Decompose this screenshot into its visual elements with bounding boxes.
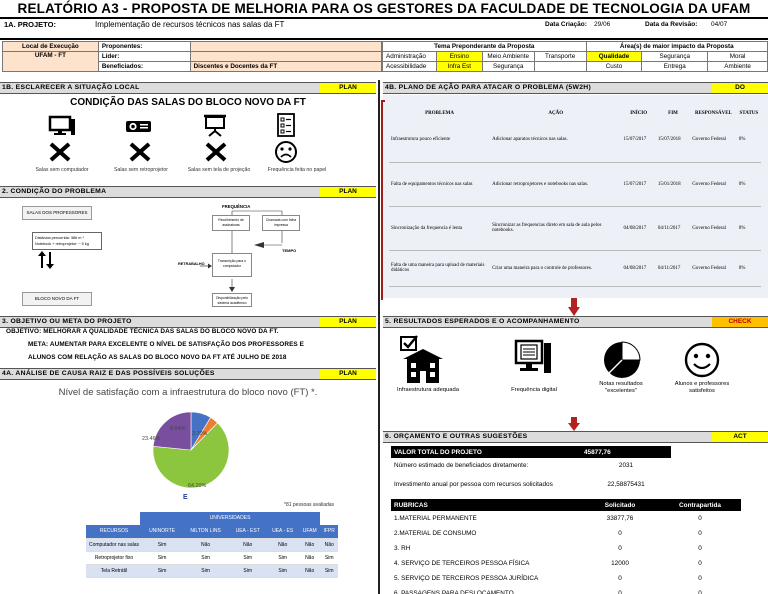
table-cell: 04/08/2017 — [621, 250, 655, 286]
table-cell: Adicionar aparatos técnicos nas salas. — [490, 118, 621, 162]
distance-text: Distância percorrida: 386 m * — [35, 236, 84, 240]
table-row — [391, 526, 741, 541]
themes-header: Tema Preponderante da Proposta — [383, 42, 587, 52]
down-arrow-icon — [568, 417, 580, 431]
table-cell: Sim — [229, 551, 266, 564]
col-solicitado: Solicitado — [604, 501, 636, 509]
table-cell: Tela Retrátil — [86, 564, 142, 577]
flow-publish-box: Disponibilização pelo sistema acadêmico — [212, 293, 252, 307]
table-cell: Não — [266, 538, 299, 551]
table-cell: 15/07/2017 — [621, 162, 655, 206]
beneficiados-value: Discentes e Docentes da FT — [190, 62, 381, 72]
table-row — [389, 250, 761, 286]
pie-legend-mark: E — [183, 494, 188, 501]
label-no-screen: Salas sem tela de projeção — [187, 167, 251, 173]
table-row — [389, 118, 761, 162]
impact-header: Área(s) de maior impacto da Proposta — [586, 42, 767, 52]
table-cell: 33877,76 — [606, 515, 634, 522]
section-5-title: 5. RESULTADOS ESPERADOS E O ACOMPANHAMENTO — [385, 318, 580, 325]
computer-icon — [48, 115, 76, 137]
action-plan-header — [389, 109, 761, 118]
x-cross-icon — [204, 141, 228, 163]
revision-date-label: Data da Revisão: — [645, 21, 698, 28]
section-4a-header — [0, 368, 376, 380]
table-cell: 0% — [737, 250, 761, 286]
universities-table-header — [86, 525, 338, 538]
section-3-tag: PLAN — [320, 317, 376, 327]
col-recursos: RECURSOS — [86, 525, 142, 538]
weight-text: Notebook + retroprojetor: ~ 5 kg — [35, 242, 89, 246]
proponentes-label: Proponentes: — [98, 42, 190, 52]
table-cell: Falta de equipamentos técnicos nas salas — [389, 162, 490, 206]
table-row — [391, 511, 741, 526]
pie-results-icon — [601, 339, 643, 381]
impact-moral: Moral — [708, 52, 768, 62]
table-cell: 0 — [618, 530, 622, 537]
total-label: VALOR TOTAL DO PROJETO — [394, 448, 482, 456]
table-cell: Sim — [266, 564, 299, 577]
section-6-tag: ACT — [712, 432, 768, 442]
section-2-title: 2. CONDIÇÃO DO PROBLEMA — [2, 188, 107, 195]
table-cell: Sincronizar as frequencias direto em sala de aula pelos notebooks. — [490, 206, 621, 250]
checklist-icon — [276, 112, 296, 138]
table-cell: Sim — [142, 564, 182, 577]
budget-summary-table — [391, 446, 671, 495]
table-cell: Sim — [320, 551, 338, 564]
goal-line-2: ALUNOS COM RELAÇÃO AS SALAS DO BLOCO NOVO DA FT ATÉ JULHO DE 2018 — [28, 354, 287, 361]
col-contrapartida: Contrapartida — [679, 501, 721, 509]
table-cell: Sincronização da frequencia é lenta — [389, 206, 490, 250]
section-2-body — [0, 199, 376, 311]
section-4b-tag: DO — [712, 83, 768, 93]
section-4a-body — [0, 381, 376, 594]
pie-label-2: 64.20% — [188, 483, 207, 489]
table-cell: 3. RH — [394, 545, 411, 552]
table-cell: Governo Federal — [690, 206, 737, 250]
flow-title: FREQUÊNCIA — [222, 204, 251, 209]
result-label-grades: Notas resultados "excelentes" — [599, 381, 643, 394]
section-5-body — [383, 329, 768, 417]
satisfaction-pie-chart — [148, 407, 234, 493]
table-cell: 6. PASSAGENS PARA DESLOCAMENTO — [394, 590, 514, 594]
distance-box — [32, 232, 102, 250]
section-4b-title: 4B. PLANO DE AÇÃO PARA ATACAR O PROBLEMA (5W2H) — [385, 84, 592, 91]
budget-header — [391, 499, 741, 511]
col-fim: FIM — [668, 111, 678, 116]
table-cell: 0 — [698, 515, 702, 522]
table-cell: Governo Federal — [690, 118, 737, 162]
table-cell: 1.MATERIAL PERMANENTE — [394, 515, 477, 522]
table-cell: 0 — [698, 575, 702, 582]
up-down-arrows-icon — [38, 251, 54, 269]
universities-header: UNIVERSIDADES — [140, 512, 320, 525]
left-bracket-decor — [379, 100, 385, 300]
table-cell: Criar uma maneira para o controle de professores. — [490, 250, 621, 286]
theme-acessibilidade: Acessibilidade — [383, 62, 437, 72]
arrow-right-icon — [200, 263, 212, 269]
section-1b-body — [0, 95, 376, 181]
section-1b-title: 1B. ESCLARECER A SITUAÇÃO LOCAL — [2, 84, 140, 91]
project-band — [0, 17, 768, 40]
table-cell: Sim — [182, 564, 229, 577]
report-title: RELATÓRIO A3 - PROPOSTA DE MELHORIA PARA OS GESTORES DA FACULDADE DE TECNOLOGIA DA UFAM — [17, 1, 751, 16]
table-cell: 15/01/2018 — [656, 162, 690, 206]
total-value: 45877,76 — [584, 448, 611, 456]
school-building-icon — [399, 335, 447, 387]
table-cell: 15/07/2017 — [621, 118, 655, 162]
table-cell: 0 — [698, 590, 702, 594]
table-cell: Governo Federal — [690, 250, 737, 286]
theme-meio-ambiente: Meio Ambiente — [482, 52, 534, 62]
table-row — [389, 206, 761, 250]
col-status: STATUS — [739, 111, 759, 116]
impact-ambiente: Ambiente — [708, 62, 768, 72]
evaluation-note: *81 pessoas avaliadas — [284, 502, 335, 508]
table-cell: Não — [229, 538, 266, 551]
table-cell: 0 — [698, 530, 702, 537]
table-row — [391, 556, 741, 571]
sad-face-icon — [274, 140, 298, 164]
section-4a-tag: PLAN — [320, 369, 376, 379]
table-cell: 0% — [737, 206, 761, 250]
investment-value: 22,58875431 — [607, 480, 645, 488]
section-1b-header — [0, 82, 376, 94]
impact-entrega: Entrega — [642, 62, 708, 72]
table-cell: 04/08/2017 — [621, 206, 655, 250]
pie-label-0: 8.64% — [170, 426, 186, 432]
pie-label-1: 3.70% — [192, 431, 208, 437]
col-nilton-lins: NILTON LINS — [182, 525, 229, 538]
action-plan-panel — [383, 95, 768, 298]
table-cell: Sim — [142, 551, 182, 564]
table-cell: 5. SERVIÇO DE TERCEIROS PESSOA JURÍDICA — [394, 575, 539, 582]
table-row — [389, 162, 761, 206]
budget-items-table — [391, 499, 741, 594]
impact-qualidade: Qualidade — [586, 52, 642, 62]
section-6-title: 6. ORÇAMENTO E OUTRAS SUGESTÕES — [385, 433, 528, 440]
lider-label: Líder: — [98, 52, 190, 62]
section-3-header — [0, 316, 376, 328]
lider-value — [190, 52, 381, 62]
impact-custo: Custo — [586, 62, 642, 72]
table-cell: Sim — [266, 551, 299, 564]
universities-table — [86, 525, 338, 578]
table-cell: Computador nas salas — [86, 538, 142, 551]
table-cell: Sim — [182, 551, 229, 564]
table-cell: 0 — [618, 590, 622, 594]
tempo-label: TEMPO — [282, 248, 297, 253]
table-cell: Infraestrutura pouco eficiente — [389, 118, 490, 162]
revision-date-value: 04/07 — [711, 21, 728, 28]
table-row — [86, 551, 338, 564]
table-cell: Não — [299, 538, 320, 551]
happy-face-icon — [683, 341, 721, 379]
pie-label-3: 23.46% — [142, 436, 161, 442]
projector-icon — [124, 117, 154, 135]
theme-administracao: Administração — [383, 52, 437, 62]
theme-seguranca: Segurança — [482, 62, 534, 72]
creation-date-value: 29/06 — [594, 21, 611, 28]
theme-ensino: Ensino — [436, 52, 482, 62]
table-cell: Governo Federal — [690, 162, 737, 206]
table-cell: Retroprojetor fixo — [86, 551, 142, 564]
col-uea-est: UEA - EST — [229, 525, 266, 538]
table-row — [86, 564, 338, 577]
section-5-tag: CHECK — [712, 317, 768, 327]
table-cell: 0% — [737, 118, 761, 162]
table-cell: Não — [299, 551, 320, 564]
col-ufam: UFAM — [299, 525, 320, 538]
col-uea-es: UEA - ES — [266, 525, 299, 538]
label-paper-attendance: Frequência feita no papel — [267, 167, 327, 173]
teachers-room-box: SALAS DOS PROFESSORES — [22, 206, 92, 220]
total-row — [391, 446, 671, 458]
beneficiaries-row — [391, 458, 671, 473]
section-4b-header — [383, 82, 768, 94]
table-cell: 15/07/2018 — [656, 118, 690, 162]
table-cell: 04/11/2017 — [656, 250, 690, 286]
project-label: 1A. PROJETO: — [4, 20, 56, 29]
flow-printed-sheet-box: Chamada com folha impressa — [262, 215, 300, 231]
action-plan-table — [389, 109, 761, 287]
beneficiaries-label: Número estimado de beneficiados diretamente: — [394, 462, 529, 469]
col-uninorte: UNINORTE — [142, 525, 182, 538]
section-6-header — [383, 431, 768, 443]
goal-line-1: META: AUMENTAR PARA EXCELENTE O NÍVEL DE SATISFAÇÃO DOS PROFESSORES E — [28, 341, 305, 348]
col-acao: AÇÃO — [548, 111, 564, 116]
label-no-computer: Salas sem computador — [35, 167, 89, 173]
table-cell: Adicionar retroprojetores e notebooks nas salas. — [490, 162, 621, 206]
label-no-projector: Salas sem retroprojetor — [114, 167, 168, 173]
table-cell: 12000 — [611, 560, 629, 567]
col-problema: PROBLEMA — [425, 111, 454, 116]
table-cell: Sim — [229, 564, 266, 577]
table-cell: 04/11/2017 — [656, 206, 690, 250]
section-2-tag: PLAN — [320, 187, 376, 197]
project-value: Implementação de recursos técnicos nas salas da FT — [95, 20, 285, 29]
table-cell: 2.MATERIAL DE CONSUMO — [394, 530, 477, 537]
projection-screen-icon — [202, 113, 228, 137]
table-row — [391, 541, 741, 556]
section-1b-tag: PLAN — [320, 83, 376, 93]
down-arrow-icon — [568, 298, 580, 316]
retrabalho-label: RETRABALHO — [178, 262, 205, 266]
table-cell: 0 — [698, 560, 702, 567]
table-row — [86, 538, 338, 551]
digital-attendance-icon — [513, 339, 555, 379]
table-row — [391, 571, 741, 586]
table-cell: 0 — [698, 545, 702, 552]
local-label: Local de Execução — [3, 42, 99, 52]
flow-transcription-box: Transcrição para o computador — [212, 253, 252, 277]
theme-infra-est: Infra Est — [436, 62, 482, 72]
impact-seguranca: Segurança — [642, 52, 708, 62]
investment-row — [391, 473, 671, 495]
col-inicio: INÍCIO — [630, 111, 648, 116]
table-cell: Não — [182, 538, 229, 551]
result-label-satisfied: Alunos e professores satisfeitos — [674, 381, 730, 394]
table-cell: 0% — [737, 162, 761, 206]
section-5-header — [383, 316, 768, 328]
section-2-header — [0, 186, 376, 198]
beneficiados-label: Beneficiados: — [98, 62, 190, 72]
result-label-infra: Infraestrutura adequada — [397, 387, 459, 393]
table-cell: 0 — [618, 575, 622, 582]
new-block-box: BLOCO NOVO DA FT — [22, 292, 92, 306]
section-3-title: 3. OBJETIVO OU META DO PROJETO — [2, 318, 132, 325]
table-cell: Não — [299, 564, 320, 577]
table-cell: Sim — [320, 564, 338, 577]
section-4a-title: 4A. ANÁLISE DE CAUSA RAIZ E DAS POSSÍVEIS SOLUÇÕES — [2, 370, 215, 377]
table-cell: Sim — [142, 538, 182, 551]
table-cell: Falta de uma maneira para upload de materiais didáticos — [389, 250, 490, 286]
objective-text: OBJETIVO: MELHORAR A QUALIDADE TÉCNICA DAS SALAS DO BLOCO NOVO DA FT. — [6, 328, 279, 335]
pie-chart-title: Nível de satisfação com a infraestrutura do bloco novo (FT) *. — [58, 387, 318, 398]
condition-heading: CONDIÇÃO DAS SALAS DO BLOCO NOVO DA FT — [70, 97, 306, 108]
table-cell: Não — [320, 538, 338, 551]
investment-label: Investimento anual por pessoa com recursos solicitados — [394, 480, 553, 488]
themes-impact-table — [382, 41, 768, 72]
table-cell: 4. SERVIÇO DE TERCEIROS PESSOA FÍSICA — [394, 560, 530, 567]
col-rubricas: RUBRICAS — [394, 501, 428, 509]
creation-date-label: Data Criação: — [545, 21, 587, 28]
table-cell: 0 — [618, 545, 622, 552]
theme-transporte: Transporte — [534, 52, 586, 62]
table-row — [391, 586, 741, 594]
x-cross-icon — [48, 141, 72, 163]
proponentes-value — [190, 42, 381, 52]
result-label-frequency: Frequência digital — [511, 387, 557, 393]
info-table — [2, 41, 382, 72]
beneficiaries-value: 2031 — [618, 462, 634, 469]
col-ifpr: IFPR — [320, 525, 338, 538]
theme-empty — [534, 62, 586, 72]
local-value: UFAM - FT — [3, 52, 99, 72]
x-cross-icon — [128, 141, 152, 163]
flow-signatures-box: Recolhimento de assinaturas — [212, 215, 250, 231]
col-responsavel: RESPONSÁVEL — [694, 111, 732, 116]
